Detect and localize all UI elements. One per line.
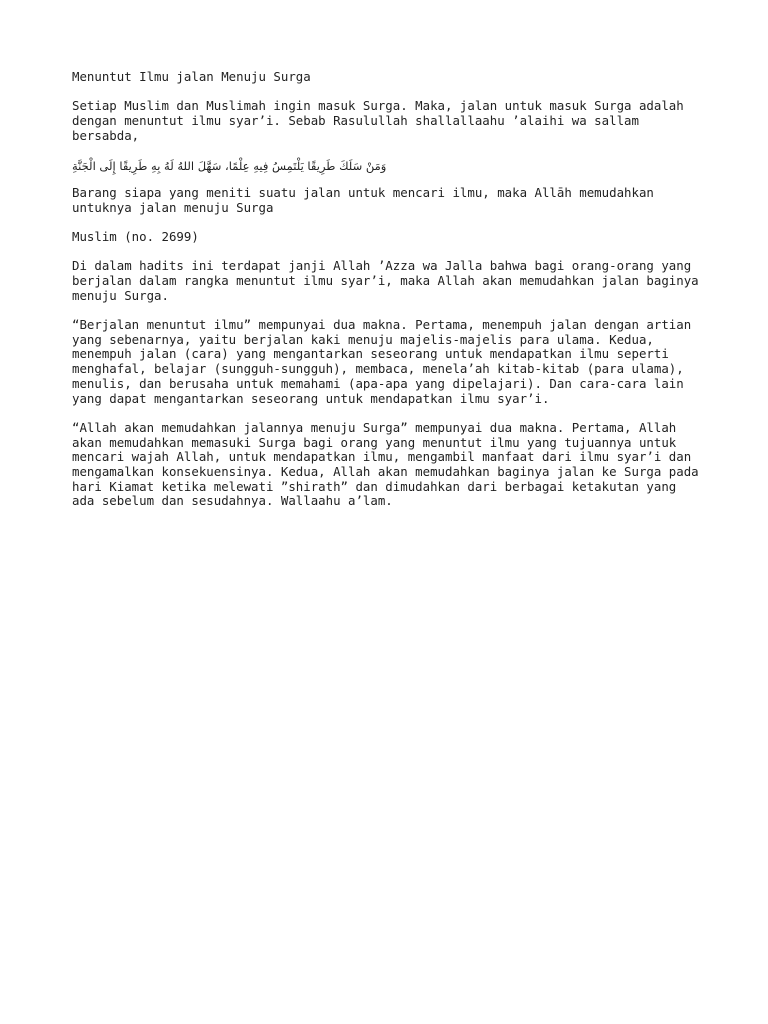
explanation-paragraph-1: Di dalam hadits ini terdapat janji Allah ’Azza wa Jalla bahwa bagi orang-orang yang berjalan dalam rangka menuntut ilmu syar’i, maka Allah akan memudahkan jalan baginya menuju Surga.: [72, 258, 699, 303]
explanation-paragraph-3: “Allah akan memudahkan jalannya menuju Surga” mempunyai dua makna. Pertama, Allah akan memudahkan memasuki Surga bagi orang yang menuntut ilmu yang tujuannya untuk mencari wajah Allah, untuk mendapatkan ilmu, mengambil manfaat dari ilmu syar’i dan mengamalkan konsekuensinya. Kedua, Allah akan memudahkan baginya jalan ke Surga pada hari Kiamat ketika melewati ”shirath” dan dimudahkan dari berbagai ketakutan yang ada sebelum dan sesudahnya. Wallaahu a’lam.: [72, 419, 699, 509]
arabic-hadith-quote: وَمَنْ سَلَكَ طَرِيقًا يَلْتَمِسُ فِيهِ عِلْمًا، سَهَّلَ اللهُ لَهُ بِهِ طَرِيقًا إِلَى الْجَنَّةِ: [72, 159, 387, 173]
translation-paragraph: Barang siapa yang meniti suatu jalan untuk mencari ilmu, maka Allāh memudahkan untuknya jalan menuju Surga: [72, 185, 654, 215]
document-page: [72, 70, 702, 524]
document-title: Menuntut Ilmu jalan Menuju Surga: [72, 69, 311, 84]
intro-paragraph: Setiap Muslim dan Muslimah ingin masuk Surga. Maka, jalan untuk masuk Surga adalah dengan menuntut ilmu syar’i. Sebab Rasulullah shallallaahu ’alaihi wa sallam bersabda,: [72, 98, 684, 143]
source-citation: Muslim (no. 2699): [72, 229, 199, 244]
explanation-paragraph-2: “Berjalan menuntut ilmu” mempunyai dua makna. Pertama, menempuh jalan dengan artian yang sebenarnya, yaitu berjalan kaki menuju majelis-majelis para ulama. Kedua, menempuh jalan (cara) yang mengantarkan seseorang untuk mendapatkan ilmu seperti menghafal, belajar (sungguh-sungguh), membaca, menela’ah kitab-kitab (para ulama), menulis, dan berusaha untuk memahami (apa-apa yang dipelajari). Dan cara-cara lain yang dapat mengantarkan seseorang untuk mendapatkan ilmu syar’i.: [72, 317, 692, 406]
